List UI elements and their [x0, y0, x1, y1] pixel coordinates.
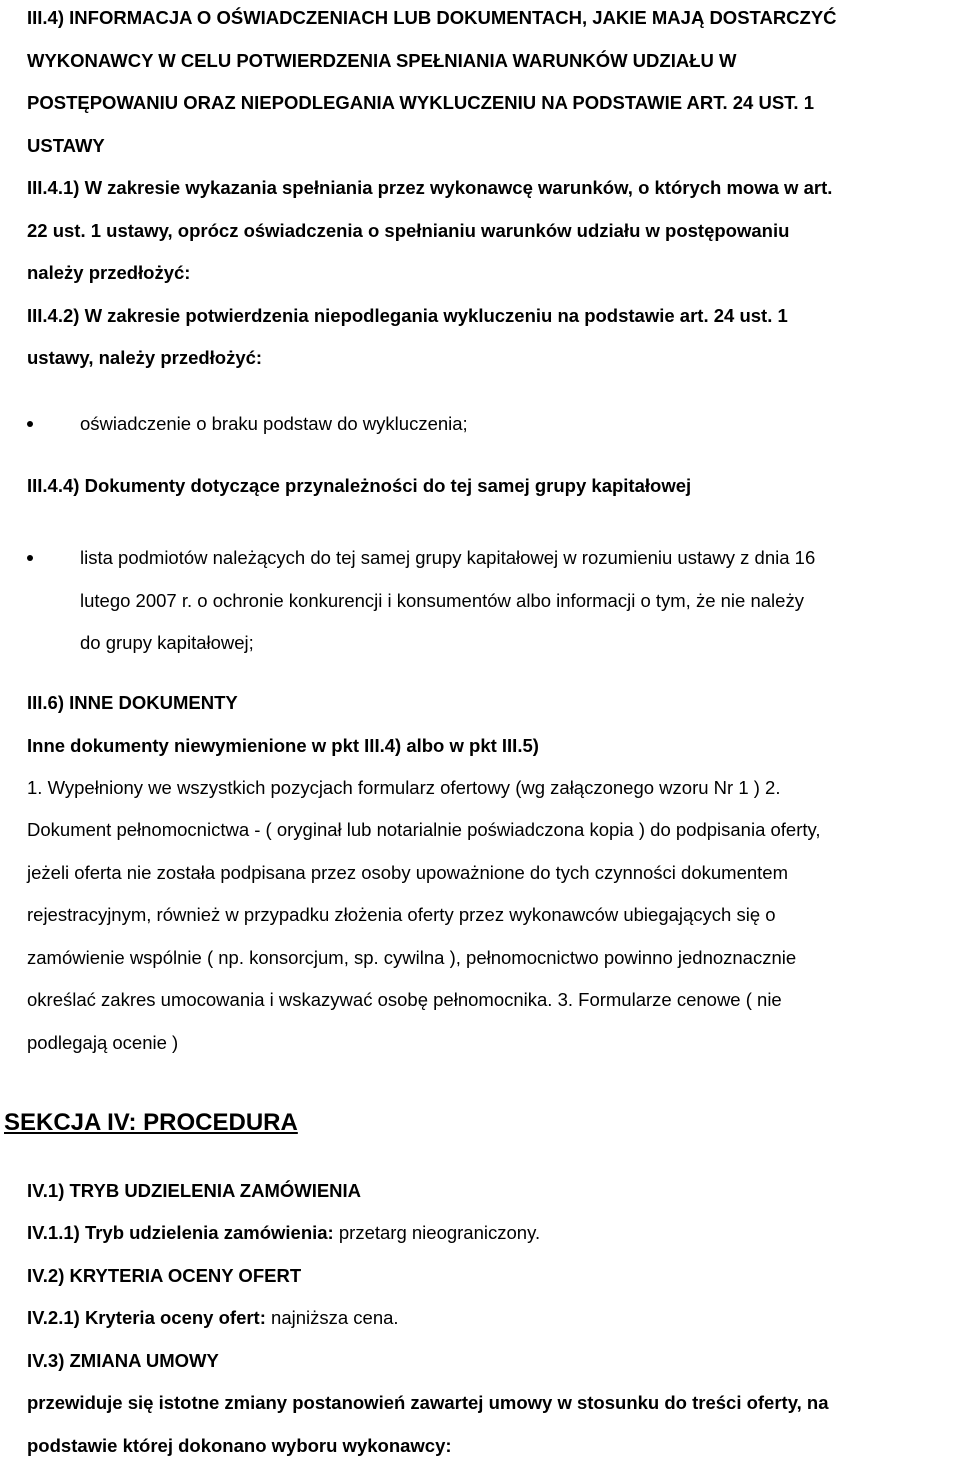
paragraph-line: jeżeli oferta nie została podpisana przez osoby upoważnione do tych czynności dokumentem — [27, 862, 789, 883]
paragraph-line: 22 ust. 1 ustawy, oprócz oświadczenia o spełnianiu warunków udziału w postępowaniu — [27, 220, 790, 241]
bullet-icon — [27, 421, 33, 427]
bullet-list-item — [27, 546, 947, 656]
bullet-list-item — [27, 412, 947, 436]
paragraph-line: podlegają ocenie ) — [27, 1032, 179, 1053]
procedure-heading: IV.1) TRYB UDZIELENIA ZAMÓWIENIA — [27, 1180, 362, 1201]
paragraph-line: III.4.2) W zakresie potwierdzenia niepodlegania wykluczeniu na podstawie art. 24 ust. 1 — [27, 305, 788, 326]
section-heading-line: III.4) INFORMACJA O OŚWIADCZENIACH LUB DOKUMENTACH, JAKIE MAJĄ DOSTARCZYĆ — [27, 7, 837, 28]
paragraph-line: III.4.4) Dokumenty dotyczące przynależności do tej samej grupy kapitałowej — [27, 475, 692, 496]
paragraph-line: ustawy, należy przedłożyć: — [27, 347, 263, 368]
procedure-heading: IV.3) ZMIANA UMOWY — [27, 1350, 219, 1371]
section-heading-line: WYKONAWCY W CELU POTWIERDZENIA SPEŁNIANIA WARUNKÓW UDZIAŁU W — [27, 50, 737, 71]
section-heading-line: POSTĘPOWANIU ORAZ NIEPODLEGANIA WYKLUCZENIU NA PODSTAWIE ART. 24 UST. 1 — [27, 92, 814, 113]
procedure-field — [27, 1306, 399, 1330]
paragraph-line: zamówienie wspólnie ( np. konsorcjum, sp. cywilna ), pełnomocnictwo powinno jednoznacznie — [27, 947, 797, 968]
field-label: IV.1.1) Tryb udzielenia zamówienia: — [27, 1222, 334, 1243]
paragraph-line: 1. Wypełniony we wszystkich pozycjach formularz ofertowy (wg załączonego wzoru Nr 1 ) 2. — [27, 777, 781, 798]
paragraph-line: Dokument pełnomocnictwa - ( oryginał lub notarialnie poświadczona kopia ) do podpisania oferty, — [27, 819, 821, 840]
bullet-text: lutego 2007 r. o ochronie konkurencji i konsumentów albo informacji o tym, że nie należy — [80, 590, 804, 611]
field-value: przetarg nieograniczony. — [333, 1222, 541, 1243]
paragraph-line: III.4.1) W zakresie wykazania spełniania przez wykonawcę warunków, o których mowa w art. — [27, 177, 833, 198]
paragraph-line: przewiduje się istotne zmiany postanowień zawartej umowy w stosunku do treści oferty, na — [27, 1392, 829, 1413]
paragraph-line: podstawie której dokonano wyboru wykonawcy: — [27, 1435, 452, 1456]
field-value: najniższa cena. — [265, 1307, 399, 1328]
paragraph-line: należy przedłożyć: — [27, 262, 191, 283]
section-title: SEKCJA IV: PROCEDURA — [4, 1109, 298, 1136]
bullet-icon — [27, 555, 33, 561]
section-heading-line: USTAWY — [27, 135, 105, 156]
bullet-text: do grupy kapitałowej; — [80, 632, 254, 653]
bullet-text: lista podmiotów należących do tej samej grupy kapitałowej w rozumieniu ustawy z dnia 16 — [80, 547, 816, 568]
field-label: IV.2.1) Kryteria oceny ofert: — [27, 1307, 266, 1328]
procedure-field — [27, 1221, 540, 1245]
paragraph-line: określać zakres umocowania i wskazywać osobę pełnomocnika. 3. Formularze cenowe ( nie — [27, 989, 782, 1010]
bullet-text: oświadczenie o braku podstaw do wykluczenia; — [80, 413, 468, 434]
section-heading: III.6) INNE DOKUMENTY — [27, 692, 238, 713]
section-subheading: Inne dokumenty niewymienione w pkt III.4) albo w pkt III.5) — [27, 735, 539, 756]
procedure-heading: IV.2) KRYTERIA OCENY OFERT — [27, 1265, 302, 1286]
paragraph-line: rejestracyjnym, również w przypadku złożenia oferty przez wykonawców ubiegających się o — [27, 904, 776, 925]
